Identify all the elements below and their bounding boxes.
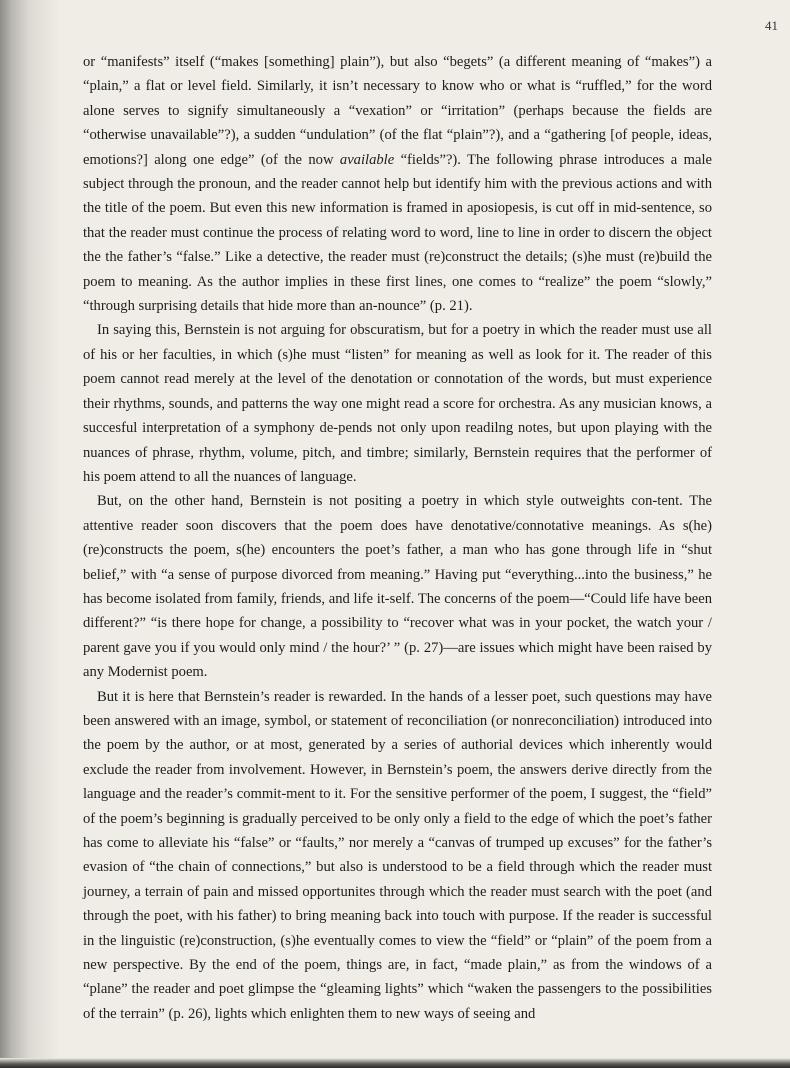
paragraph-1-text-b: “fields”?). The following phrase introduces a male subject through the pronoun, and the reader cannot help but identify him with the previous actions and with the title of the poem. But even this new information is framed in aposiopesis, is cut off in mid-sentence, so that the reader must continue the process of relating word to word, line to line in order to discern the object the the father’s “false.” Like a detective, the reader must (re)construct the details; (s)he must (re)build the poem to meaning. As the author implies in these first lines, one comes to “realize” the poem “slowly,” “through surprising details that hide more than an-nounce” (p. 21). [83,151,712,315]
page-bottom-edge [0,1058,790,1068]
paragraph-4 [83,685,712,1027]
paragraph-4-text: But it is here that Bernstein’s reader is rewarded. In the hands of a lesser poet, such questions may have been answered with an image, symbol, or statement of reconciliation (or nonreconciliation) introduced into the poem by the author, or at most, generated by a series of authorial devices which inherently would exclude the reader from involvement. However, in Bernstein’s poem, the answers derive directly from the language and the reader’s commit-ment to it. For the sensitive performer of the poem, I suggest, the “field” of the poem’s beginning is gradually perceived to be only only a field to the edge of which the poet’s father has come to alleviate his “false” or “faults,” nor merely a “canvas of trumped up excuses” for the father’s evasion of “the chain of connections,” but also is understood to be a field through which the reader must journey, a terrain of pain and missed opportunites through which the reader must search with the poet (and through the poet, with his father) to bring meaning back into touch with purpose. If the reader is successful in the linguistic (re)construction, (s)he eventually comes to view the “field” or “plain” of the poem from a new perspective. By the end of the poem, things are, in fact, “made plain,” as from the windows of a “plane” the reader and poet glimpse the “gleaming lights” which “waken the passengers to the possibilities of the terrain” (p. 26), lights which enlighten them to new ways of seeing and [83,688,712,1022]
paragraph-1-italic: available [339,151,395,168]
paragraph-2 [83,318,712,489]
paragraph-3 [83,489,712,684]
paragraph-2-text: In saying this, Bernstein is not arguing for obscuratism, but for a poetry in which the reader must use all of his or her faculties, in which (s)he must “listen” for meaning as well as look for it. The reader of this poem cannot read merely at the level of the denotation or connotation of the words, but must experience their rhythms, sounds, and patterns the way one might read a score for orchestra. As any musician knows, a succesful interpretation of a symphony de-pends not only upon readilng notes, but upon playing with the nuances of phrase, rhythm, volume, pitch, and timbre; similarly, Bernstein requires that the performer of his poem attend to all the nuances of language. [83,322,712,485]
paragraph-1-text-a: or “manifests” itself (“makes [something] plain”), but also “begets” (a different meaning of “makes”) a “plain,” a flat or level field. Similarly, it isn’t necessary to know who or what is “ruffled,” for the word alone serves to signify simultaneously a “vexation” or “irritation” (perhaps because the fields are “otherwise unavailable”?), a sudden “undulation” (of the flat “plain”?), and a “gathering [of people, ideas, emotions?] along one edge” (of the now [83,54,712,168]
page-number: 41 [765,18,778,33]
paragraph-3-text: But, on the other hand, Bernstein is not positing a poetry in which style outweights con-tent. The attentive reader soon discovers that the poem does have denotative/connotative meanings. As s(he) (re)constructs the poem, s(he) encounters the poet’s father, a man who has gone through life in “shut belief,” with “a sense of purpose divorced from meaning.” Having put “everything...into the business,” he has become isolated from family, friends, and life it-self. The concerns of the poem—“Could life have been different?” “is there hope for change, a possibility to “recover what was in your pocket, the watch your / parent gave you if you would only mind / the hour?’ ” (p. 27)—are issues which might have been raised by any Modernist poem. [83,493,712,681]
body-text [83,50,712,1026]
binding-shadow [0,0,60,1068]
paragraph-1 [83,50,712,318]
